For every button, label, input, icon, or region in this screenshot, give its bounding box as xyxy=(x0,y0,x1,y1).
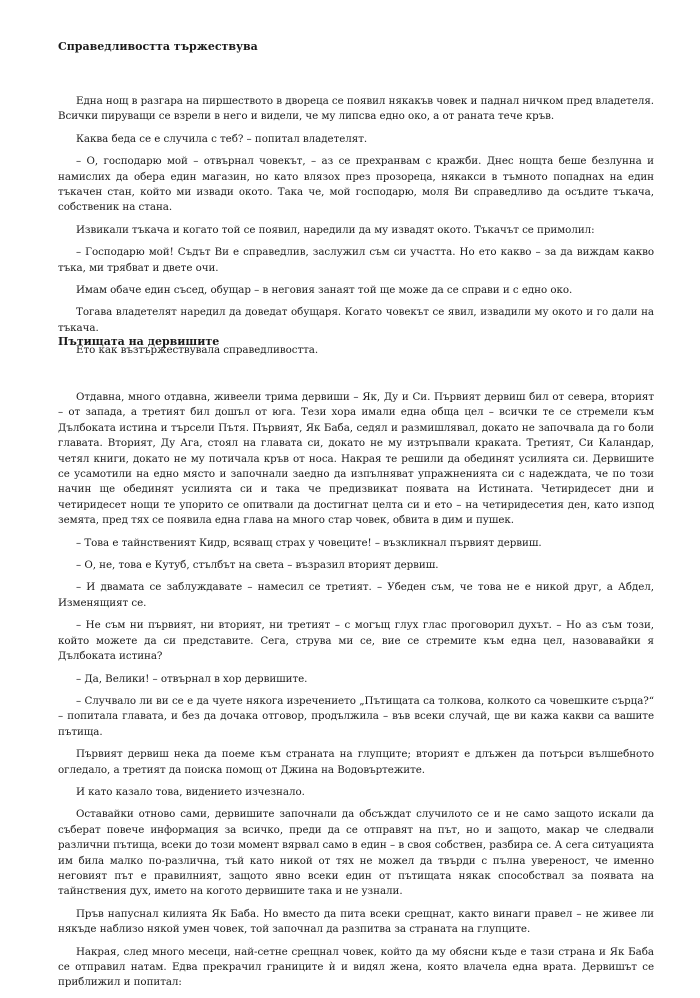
paragraph: Имам обаче един съсед, обущар – в неговия занаят той ще може да се справи и с едно око. xyxy=(76,284,573,297)
paragraph: – И двамата се заблуждавате – намесил се третият. – Убеден съм, че това не е никой друг, а Абдел, Изменящият се. xyxy=(58,581,654,609)
section-title: Справедливостта тържествува xyxy=(58,40,258,53)
paragraph: И като казало това, видението изчезнало. xyxy=(76,785,305,798)
paragraph: Първият дервиш нека да поеме към страната на глупците; вторият е длъжен да потърси вълшебното огледало, а третият да поиска помощ от Джина на Водовъртежите. xyxy=(58,748,654,776)
paragraph: – О, не, това е Кутуб, стълбът на света – възразил вторият дервиш. xyxy=(76,559,439,572)
paragraph: Ето как възтържествувала справедливостта. xyxy=(76,344,319,357)
paragraph: Пръв напуснал килията Як Баба. Но вместо да пита всеки срещнат, както винаги правел – не живее ли някъде наблизо някой умен човек, той започнал да разпитва за страната на глупците. xyxy=(58,907,654,936)
paragraph: – Да, Велики! – отвърнал в хор дервишите. xyxy=(76,672,308,685)
paragraph: Накрая, след много месеци, най-сетне срещнал човек, който да му обясни къде е тази страна и Як Баба се отправил натам. Едва прекрачил границите ѝ и видял жена, която влачела една врата. Дервишът се приближил и попитал: xyxy=(58,945,654,989)
paragraph: Каква беда се е случила с теб? – попитал владетелят. xyxy=(76,132,368,145)
section-body xyxy=(58,94,654,366)
paragraph: Отдавна, много отдавна, живеели трима дервиши – Як, Ду и Си. Първият дервиш бил от севера, вторият – от запада, а третият бил дошъл от юга. Тези хора имали една обща цел – всички те се стремели към Дълбоката истина и търсели Пътя. Първият, Як Баба, седял и размишлявал, докато не започвала да го боли главата. Вторият, Ду Ага, стоял на главата си, докато не му изтръпвали краката. Третият, Си Каландар, четял книги, докато не му потичала кръв от носа. Накрая те решили да обединят усилията си. Дервишите се усамотили на едно място и започнали заедно да изпълняват упражненията си с надеждата, че по този начин ще обединят усилията си и така че предизвикат появата на Истината. Четиридесет дни и четиридесет нощи те упорито се опитвали да достигнат целта си и ето – на четиридесетия ден, като изпод земята, пред тях се появила една глава на много стар човек, обвита в дим и пушек. xyxy=(58,391,654,527)
paragraph: Оставайки отново сами, дервишите започнали да обсъждат случилото се и не само защото искали да съберат повече информация за всичко, преди да се отправят на път, но и защото, макар че следвали различни пътища, всеки до този момент вярвал само в един – в своя собствен, разбира се. А сега ситуацията им била малко по-различна, тъй като никой от тях не можел да твърди с пълна увереност, че именно неговият път е правилният, защото явно всеки един от пътищата някак способствал за появата на тайнствения дух, името на когото дервишите така и не узнали. xyxy=(58,808,654,898)
paragraph: – Това е тайнственият Кидр, всяващ страх у човеците! – възкликнал първият дервиш. xyxy=(76,536,542,549)
paragraph: – Господарю мой! Съдът Ви е справедлив, заслужил съм си участта. Но ето какво – за да виждам какво тъка, ми трябват и двете очи. xyxy=(58,246,654,274)
paragraph: – Случвало ли ви се е да чуете някога изречението „Пътищата са толкова, колкото са човешките сърца?“ – попитала главата, и без да дочака отговор, продължила – във всеки случай, ще ви кажа какви са вашите пътища. xyxy=(58,694,654,738)
paragraph: – Не съм ни първият, ни вторият, ни третият – с могъщ глух глас проговорил духът. – Но аз съм този, който можете да си представите. Сега, струва ми се, вие се стремите към една цел, назовавайки я Дълбоката истина? xyxy=(58,619,654,663)
paragraph: Една нощ в разгара на пиршеството в двореца се появил някакъв човек и паднал ничком пред владетеля. Всички пируващи се взрели в него и видели, че му липсва едно око, а от раната тече кръв. xyxy=(58,95,654,123)
section-title: Пътищата на дервишите xyxy=(58,335,220,348)
paragraph: Тогава владетелят наредил да доведат обущаря. Когато човекът се явил, извадили му окото и го дали на тъкача. xyxy=(58,306,654,334)
paragraph: Извикали тъкача и когато той се появил, наредили да му извадят окото. Тъкачът се примолил: xyxy=(76,223,595,236)
section-body xyxy=(58,390,654,998)
paragraph: – О, господарю мой – отвърнал човекът, – аз се прехранвам с кражби. Днес нощта беше безлунна и намислих да обера един магазин, но като влязох през прозореца, някакси в тъмното попаднах на един тъкачен стан, който ми извади окото. Така че, мой господарю, моля Ви справедливо да осъдите тъкача, собственик на стана. xyxy=(58,155,654,214)
